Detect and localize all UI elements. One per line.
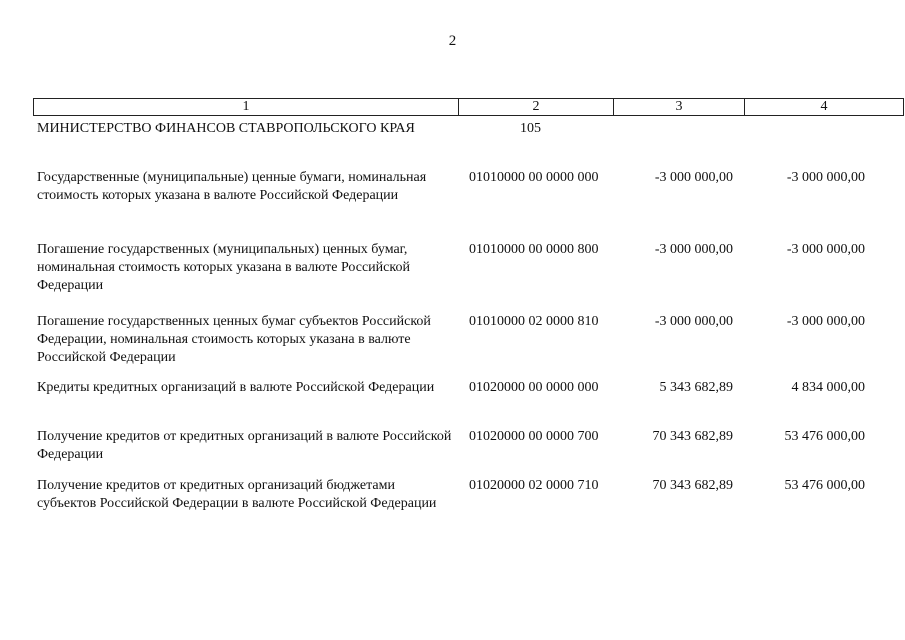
row-value-4: 4 834 000,00 [791,380,865,395]
ministry-name: МИНИСТЕРСТВО ФИНАНСОВ СТАВРОПОЛЬСКОГО КРАЯ [37,121,415,136]
row-code: 01020000 00 0000 700 [469,429,599,444]
row-code: 01010000 00 0000 800 [469,242,599,257]
row-value-4: -3 000 000,00 [786,242,865,257]
row-value-4: 53 476 000,00 [784,478,865,493]
row-value-3: 70 343 682,89 [652,478,733,493]
row-code: 01020000 02 0000 710 [469,478,599,493]
row-value-4: -3 000 000,00 [786,314,865,329]
page-number: 2 [448,33,457,49]
row-code: 01010000 02 0000 810 [469,314,599,329]
row-code: 01010000 00 0000 000 [469,170,599,185]
row-code: 01020000 00 0000 000 [469,380,599,395]
row-value-3: -3 000 000,00 [654,170,733,185]
row-value-4: -3 000 000,00 [786,170,865,185]
row-value-3: 70 343 682,89 [652,429,733,444]
row-description: Погашение государственных ценных бумаг субъектов Российской Федерации, номинальная стоимость которых указана в валюте Российской Федерации [37,314,431,365]
row-description: Государственные (муниципальные) ценные бумаги, номинальная стоимость которых указана в валюте Российской Федерации [37,170,427,203]
ministry-code: 105 [520,121,541,136]
row-description: Кредиты кредитных организаций в валюте Российской Федерации [37,380,435,395]
row-value-3: -3 000 000,00 [654,314,733,329]
row-value-3: 5 343 682,89 [659,380,733,395]
column-header-2: 2 [459,99,614,115]
column-header-3: 3 [614,99,745,115]
column-header-1: 1 [34,99,459,115]
row-description: Получение кредитов от кредитных организаций бюджетами субъектов Российской Федерации в валюте Российской Федерации [37,478,437,511]
row-value-4: 53 476 000,00 [784,429,865,444]
row-value-3: -3 000 000,00 [654,242,733,257]
row-description: Получение кредитов от кредитных организаций в валюте Российской Федерации [37,429,452,462]
row-description: Погашение государственных (муниципальных) ценных бумаг, номинальная стоимость которых указана в валюте Российской Федерации [37,242,410,293]
column-header-row [33,98,904,116]
column-header-4: 4 [820,99,828,114]
